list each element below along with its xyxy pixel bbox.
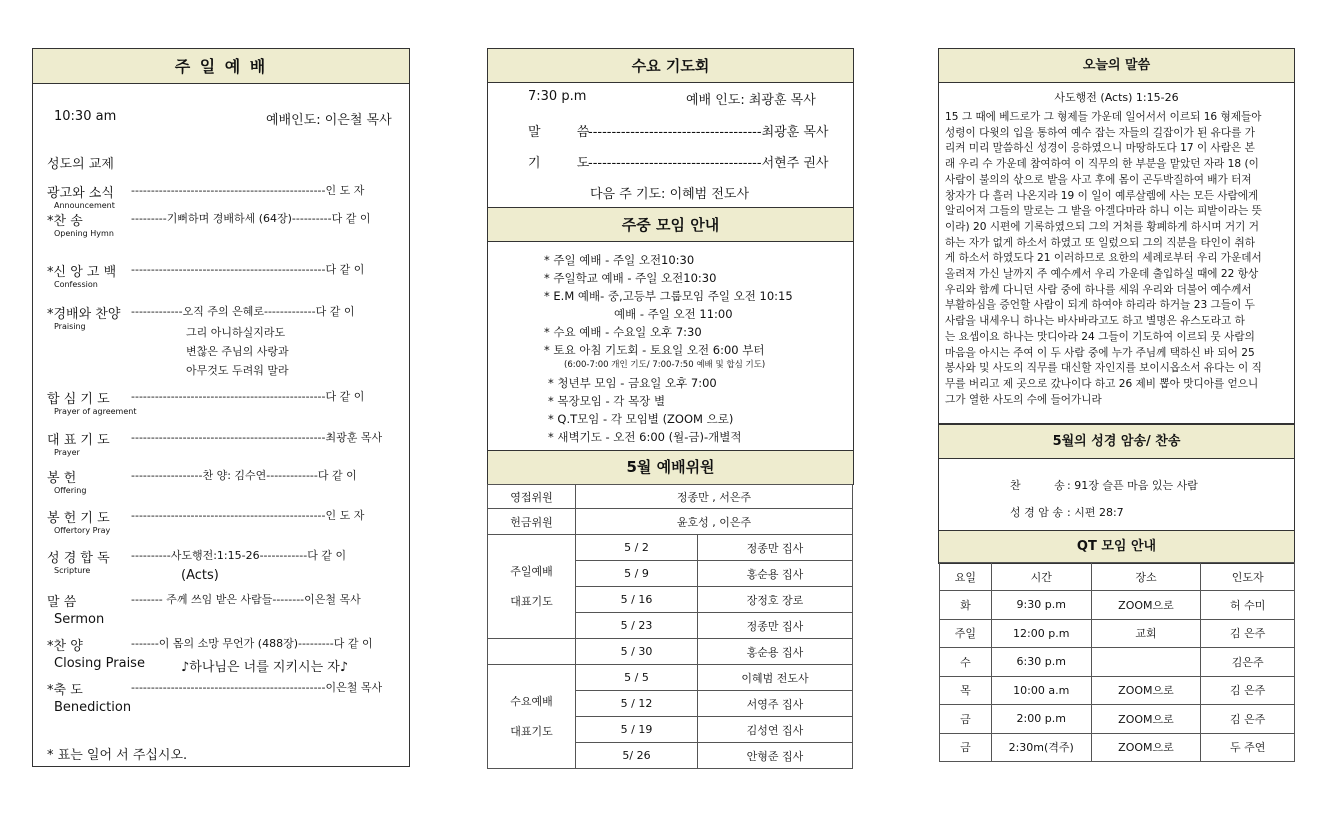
servers-cell: 5 / 16 [576, 587, 698, 613]
qt-cell: 교회 [1091, 619, 1201, 648]
weekly-item: * 토요 아침 기도회 - 토요일 오전 6:00 부터 [544, 343, 765, 357]
servers-cell: 홍순용 집사 [698, 561, 853, 587]
worship-item-detail: ----------사도행전:1:15-26------------다 같 이 [131, 549, 347, 562]
servers-cell: 5 / 12 [576, 691, 698, 717]
qt-cell: ZOOM으로 [1091, 591, 1201, 620]
worship-item-english: Confession [54, 280, 98, 289]
sunday-leader: 예배인도: 이은철 목사 [266, 113, 392, 128]
weekly-item: * 주일학교 예배 - 주일 오전10:30 [544, 271, 717, 285]
scripture-line: 성령이 다윗의 입을 통하여 예수 잡는 자들의 길잡이가 된 유다를 가 [945, 126, 1255, 139]
qt-row [940, 733, 1295, 762]
qt-cell: 2:00 p.m [991, 705, 1091, 734]
qt-cell: 김은주 [1201, 648, 1295, 677]
qt-cell: 김 은주 [1201, 705, 1295, 734]
worship-item-detail: -------------------------------------------------다 같 이 [131, 390, 365, 403]
sunday-service-title: 주 일 예 배 [33, 49, 409, 84]
worship-item-label: 봉 헌 기 도 [47, 511, 110, 526]
servers-cell: 정종만 , 서은주 [576, 485, 853, 509]
weekly-item: * Q.T모임 - 각 모임별 (ZOOM 으로) [548, 412, 734, 426]
servers-cell: 5 / 23 [576, 613, 698, 639]
qt-cell: ZOOM으로 [1091, 733, 1201, 762]
scripture-line: 마음을 아시는 주여 이 두 사람 중에 누가 주님께 택하신 바 되어 25 [945, 346, 1255, 359]
worship-item-english: Prayer [54, 448, 80, 457]
servers-cell: 헌금위원 [488, 509, 576, 535]
scripture-line: 창자가 다 흘러 나온지라 19 이 일이 예루살렘에 사는 모든 사람에게 [945, 189, 1259, 202]
weekly-title: 주중 모임 안내 [488, 208, 853, 242]
qt-cell: 9:30 p.m [991, 591, 1091, 620]
servers-cell: 영접위원 [488, 485, 576, 509]
qt-table [939, 562, 1295, 762]
praise-song: 아무것도 두려워 말라 [186, 364, 289, 377]
servers-row [488, 485, 853, 509]
wednesday-sermon-line: -------------------------------------최광훈 목사 [588, 125, 829, 140]
worship-item-label: 합 심 기 도 [47, 392, 110, 407]
scripture-line: 우리와 함께 다니던 사람 중에 하나를 세워 우리와 더불어 예수께서 [945, 283, 1252, 296]
worship-item-english: Benediction [54, 700, 132, 715]
qt-cell: 주일 [940, 619, 992, 648]
scripture-line: 부활하심을 증언할 사람이 되게 하여야 하리라 하거늘 23 그들이 두 [945, 299, 1255, 312]
worship-item-english: Closing Praise [54, 656, 145, 671]
qt-row [940, 648, 1295, 677]
qt-cell: 김 은주 [1201, 676, 1295, 705]
servers-cell: 정종만 집사 [698, 613, 853, 639]
qt-row [940, 619, 1295, 648]
memory-verse: : 시편 28:7 [1067, 506, 1124, 519]
qt-header-cell: 시간 [991, 563, 1091, 591]
weekly-item: * 수요 예배 - 수요일 오후 7:30 [544, 325, 702, 339]
memory-hymn: : 91장 슬픈 마음 있는 사람 [1067, 479, 1198, 492]
praise-song: 그리 아니하실지라도 [186, 326, 286, 339]
worship-item-label: 대 표 기 도 [47, 433, 110, 448]
servers-cell: 안형준 집사 [698, 743, 853, 769]
wednesday-prayer-label-line: 수요예배 [510, 694, 553, 708]
scripture-line: 게 하소서 하였도다 21 이러하므로 요한의 세례로부터 우리 가운데서 [945, 252, 1262, 265]
word-title: 오늘의 말씀 [939, 49, 1294, 83]
servers-cell: 5 / 9 [576, 561, 698, 587]
qt-cell: 금 [940, 705, 992, 734]
servers-cell: 서영주 집사 [698, 691, 853, 717]
wednesday-prayer-label [488, 665, 576, 769]
worship-item-english: Sermon [54, 612, 105, 627]
worship-item-detail: -------- 주께 쓰임 받은 사람들--------이은철 목사 [131, 593, 361, 606]
qt-row [940, 591, 1295, 620]
worship-item-detail: -------------------------------------------------인 도 자 [131, 184, 365, 197]
standing-note: * 표는 일어 서 주십시오. [47, 748, 188, 763]
weekly-meetings-panel [487, 207, 854, 451]
qt-cell: 수 [940, 648, 992, 677]
worship-item-english-2: (Acts) [181, 568, 219, 583]
weekly-item: * 새벽기도 - 오전 6:00 (월-금)-개별적 [548, 430, 742, 444]
sunday-prayer-label [488, 535, 576, 639]
servers-cell: 5 / 5 [576, 665, 698, 691]
worship-item-label: 말 씀 [47, 595, 77, 610]
qt-cell: 10:00 a.m [991, 676, 1091, 705]
weekly-item: * 주일 예배 - 주일 오전10:30 [544, 253, 695, 267]
qt-row [940, 705, 1295, 734]
worship-item-detail: -------------------------------------------------이은철 목사 [131, 681, 383, 694]
servers-cell [488, 639, 576, 665]
qt-cell: 6:30 p.m [991, 648, 1091, 677]
servers-cell: 장정호 장로 [698, 587, 853, 613]
servers-row [488, 509, 853, 535]
scripture-line: 리켜 미리 말씀하신 성경이 응하였으니 마땅하도다 17 이 사람은 본 [945, 142, 1255, 155]
servers-cell: 5/ 26 [576, 743, 698, 769]
wednesday-leader: 예배 인도: 최광훈 목사 [686, 93, 816, 108]
wednesday-prayer-panel [487, 48, 854, 208]
worship-item-detail: -------------------------------------------------최광훈 목사 [131, 431, 383, 444]
scripture-line: 사람을 내세우니 하나는 바사바라고도 하고 별명은 유스도라고 하 [945, 315, 1245, 328]
worship-item-label: *축 도 [47, 683, 83, 698]
scripture-line: 무를 버리고 제 곳으로 갔나이다 하고 26 제비 뽑아 맛디아를 얻으니 [945, 377, 1259, 390]
servers-row [488, 639, 853, 665]
servers-cell: 김성연 집사 [698, 717, 853, 743]
servers-panel [487, 450, 854, 485]
qt-cell: 목 [940, 676, 992, 705]
worship-item-english-2: ♪하나님은 너를 지키시는 자♪ [181, 660, 349, 675]
worship-item-label: *경배와 찬양 [47, 307, 121, 322]
qt-header-cell: 인도자 [1201, 563, 1295, 591]
sunday-prayer-label-line: 주일예배 [510, 564, 553, 578]
worship-item-label: *찬 송 [47, 214, 83, 229]
weekly-item: * 목장모임 - 각 목장 별 [548, 394, 666, 408]
scripture-line: 는 요셉이요 하나는 맛디아라 24 그들이 기도하여 이르되 뭇 사람의 [945, 330, 1255, 343]
servers-row [488, 665, 853, 691]
qt-header-cell: 장소 [1091, 563, 1201, 591]
scripture-line: 그가 열한 사도의 수에 들어가니라 [945, 393, 1102, 406]
worship-item-english: Prayer of agreement [54, 407, 137, 416]
qt-cell: 두 주연 [1201, 733, 1295, 762]
qt-cell: ZOOM으로 [1091, 705, 1201, 734]
qt-cell: 금 [940, 733, 992, 762]
worship-item-label: 광고와 소식 [47, 186, 114, 201]
qt-cell [1091, 648, 1201, 677]
worship-item-label: 봉 헌 [47, 471, 77, 486]
memory-panel [938, 424, 1295, 531]
qt-cell: 2:30m(격주) [991, 733, 1091, 762]
wednesday-prayer-label: 기 도 [528, 156, 590, 171]
scripture-line: 이라) 20 시편에 기록하였으되 그의 거처를 황폐하게 하시며 거기 거 [945, 220, 1259, 233]
weekly-item: (6:00-7:00 개인 기도/ 7:00-7:50 예배 및 합심 기도) [564, 360, 766, 370]
wednesday-sermon-label: 말 씀 [528, 125, 590, 140]
qt-panel [938, 530, 1295, 564]
wednesday-time: 7:30 p.m [528, 89, 587, 104]
qt-cell: 김 은주 [1201, 619, 1295, 648]
sunday-service-panel [32, 48, 410, 767]
weekly-item: * 청년부 모임 - 금요일 오후 7:00 [548, 376, 717, 390]
servers-cell: 5 / 30 [576, 639, 698, 665]
qt-row [940, 676, 1295, 705]
sunday-prayer-label-line: 대표기도 [510, 594, 553, 608]
servers-table [487, 484, 853, 769]
worship-item-label: *신 앙 고 백 [47, 265, 117, 280]
worship-item-label: 성도의 교제 [47, 157, 114, 172]
weekly-item: * E.M 예배- 중,고등부 그룹모임 주일 오전 10:15 [544, 289, 793, 303]
memory-hymn-label: 찬 송 [1010, 479, 1065, 492]
servers-cell: 5 / 2 [576, 535, 698, 561]
scripture-line: 사람이 불의의 삯으로 밭을 사고 후에 몸이 곤두박질하여 배가 터져 [945, 173, 1252, 186]
worship-item-english: Opening Hymn [54, 229, 114, 238]
qt-header-cell: 요일 [940, 563, 992, 591]
scripture-line: 알리어져 그들의 말로는 그 밭을 아겔다마라 하니 이는 피밭이라는 뜻 [945, 205, 1262, 218]
servers-cell: 홍순용 집사 [698, 639, 853, 665]
servers-cell: 5 / 19 [576, 717, 698, 743]
servers-cell: 정종만 집사 [698, 535, 853, 561]
qt-cell: ZOOM으로 [1091, 676, 1201, 705]
worship-item-detail: -------------------------------------------------다 같 이 [131, 263, 365, 276]
worship-item-detail: -------이 몸의 소망 무언가 (488장)---------다 같 이 [131, 637, 373, 650]
praise-song: 변찮은 주님의 사랑과 [186, 345, 289, 358]
worship-item-english: Offertory Pray [54, 526, 111, 535]
wednesday-prayer-line: -------------------------------------서현주 권사 [588, 156, 829, 171]
todays-word-panel [938, 48, 1295, 424]
scripture-line: 올려져 가신 날까지 주 예수께서 우리 가운데 출입하실 때에 22 항상 [945, 268, 1259, 280]
worship-item-english: Scripture [54, 566, 91, 575]
scripture-line: 하는 자가 없게 하소서 하였고 또 일렀으되 그의 직분을 타인이 취하 [945, 236, 1255, 249]
worship-item-detail: -------------------------------------------------인 도 자 [131, 509, 365, 522]
servers-title: 5월 예배위원 [488, 451, 853, 484]
word-reference: 사도행전 (Acts) 1:15-26 [1054, 91, 1179, 104]
memory-title: 5월의 성경 암송/ 찬송 [939, 425, 1294, 459]
wednesday-title: 수요 기도회 [488, 49, 853, 83]
qt-cell: 12:00 p.m [991, 619, 1091, 648]
servers-cell: 윤호성 , 이은주 [576, 509, 853, 535]
worship-item-label: *찬 양 [47, 639, 83, 654]
worship-item-label: 성 경 합 독 [47, 551, 110, 566]
wednesday-prayer-label-line: 대표기도 [510, 724, 553, 738]
qt-title: QT 모임 안내 [939, 531, 1294, 563]
worship-item-detail: ------------------찬 양: 김수연-------------다 같 이 [131, 469, 357, 482]
worship-item-detail: -------------오직 주의 은혜로-------------다 같 이 [131, 305, 355, 318]
scripture-line: 15 그 때에 베드로가 그 형제들 가운데 일어서서 이르되 16 형제들아 [945, 111, 1262, 123]
next-week-prayer: 다음 주 기도: 이혜범 전도사 [590, 187, 750, 202]
scripture-line: 봉사와 및 사도의 직무를 대신할 자인지를 보이시옵소서 유다는 이 직 [945, 362, 1262, 375]
weekly-item: 예배 - 주일 오전 11:00 [614, 307, 733, 321]
servers-row [488, 535, 853, 561]
qt-cell: 화 [940, 591, 992, 620]
scripture-line: 래 우리 수 가운데 참여하여 이 직무의 한 부분을 맡았던 자라 18 (이 [945, 158, 1259, 171]
memory-verse-label: 성 경 암 송 [1010, 506, 1063, 519]
worship-item-english: Offering [54, 486, 87, 495]
worship-item-english: Praising [54, 322, 86, 331]
worship-item-english: Announcement [54, 201, 115, 210]
servers-cell: 이혜범 전도사 [698, 665, 853, 691]
worship-item-detail: ---------기뻐하며 경배하세 (64장)----------다 같 이 [131, 212, 371, 225]
qt-cell: 허 수미 [1201, 591, 1295, 620]
sunday-time: 10:30 am [54, 109, 117, 124]
